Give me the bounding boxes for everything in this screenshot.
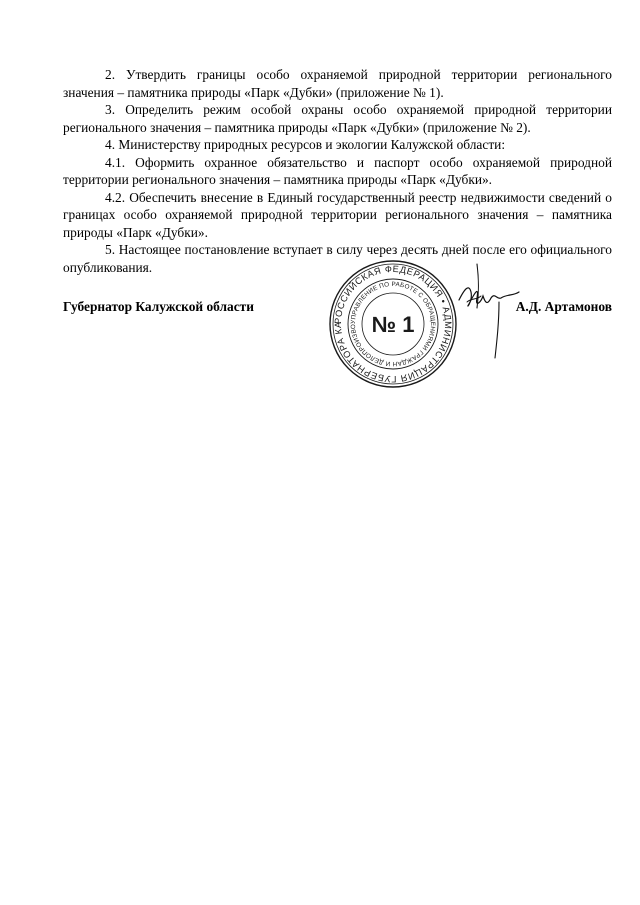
paragraph-3: 3. Определить режим особой охраны особо охраняемой природной территории регионального значения – памятника природы «Парк «Дубки» (приложение № 2). bbox=[63, 102, 612, 135]
seal-inner-text: УПРАВЛЕНИЕ ПО РАБОТЕ С ОБРАЩЕНИЯМИ ГРАЖДАН И ДЕЛОПРОИЗВО bbox=[349, 280, 437, 368]
signature-icon bbox=[455, 262, 523, 362]
document-body bbox=[63, 66, 612, 276]
signatory-position: Губернатор Калужской области bbox=[63, 299, 254, 314]
signature-block bbox=[63, 263, 612, 388]
official-seal bbox=[327, 258, 459, 390]
paragraph-4-1: 4.1. Оформить охранное обязательство и паспорт особо охраняемой природной территории регионального значения – памятника природы «Парк «Дубки». bbox=[63, 154, 612, 187]
seal-outer-text: РОССИЙСКАЯ ФЕДЕРАЦИЯ • АДМИНИСТРАЦИЯ ГУБЕРНАТОРА КА bbox=[332, 263, 454, 385]
handwritten-signature bbox=[455, 262, 523, 362]
paragraph-5: 5. Настоящее постановление вступает в силу через десять дней после его официального опубликования. bbox=[63, 242, 612, 275]
seal-icon bbox=[327, 258, 459, 390]
paragraph-4: 4. Министерству природных ресурсов и экологии Калужской области: bbox=[105, 137, 506, 152]
paragraph-4-2: 4.2. Обеспечить внесение в Единый государственный реестр недвижимости сведений о границах особо охраняемой природной территории регионального значения – памятника природы «Парк «Дубки». bbox=[63, 189, 612, 240]
seal-number: № 1 bbox=[371, 312, 415, 337]
paragraph-2: 2. Утвердить границы особо охраняемой природной территории регионального значения – памятника природы «Парк «Дубки» (приложение № 1). bbox=[63, 67, 612, 100]
signatory-name: А.Д. Артамонов bbox=[515, 299, 612, 314]
